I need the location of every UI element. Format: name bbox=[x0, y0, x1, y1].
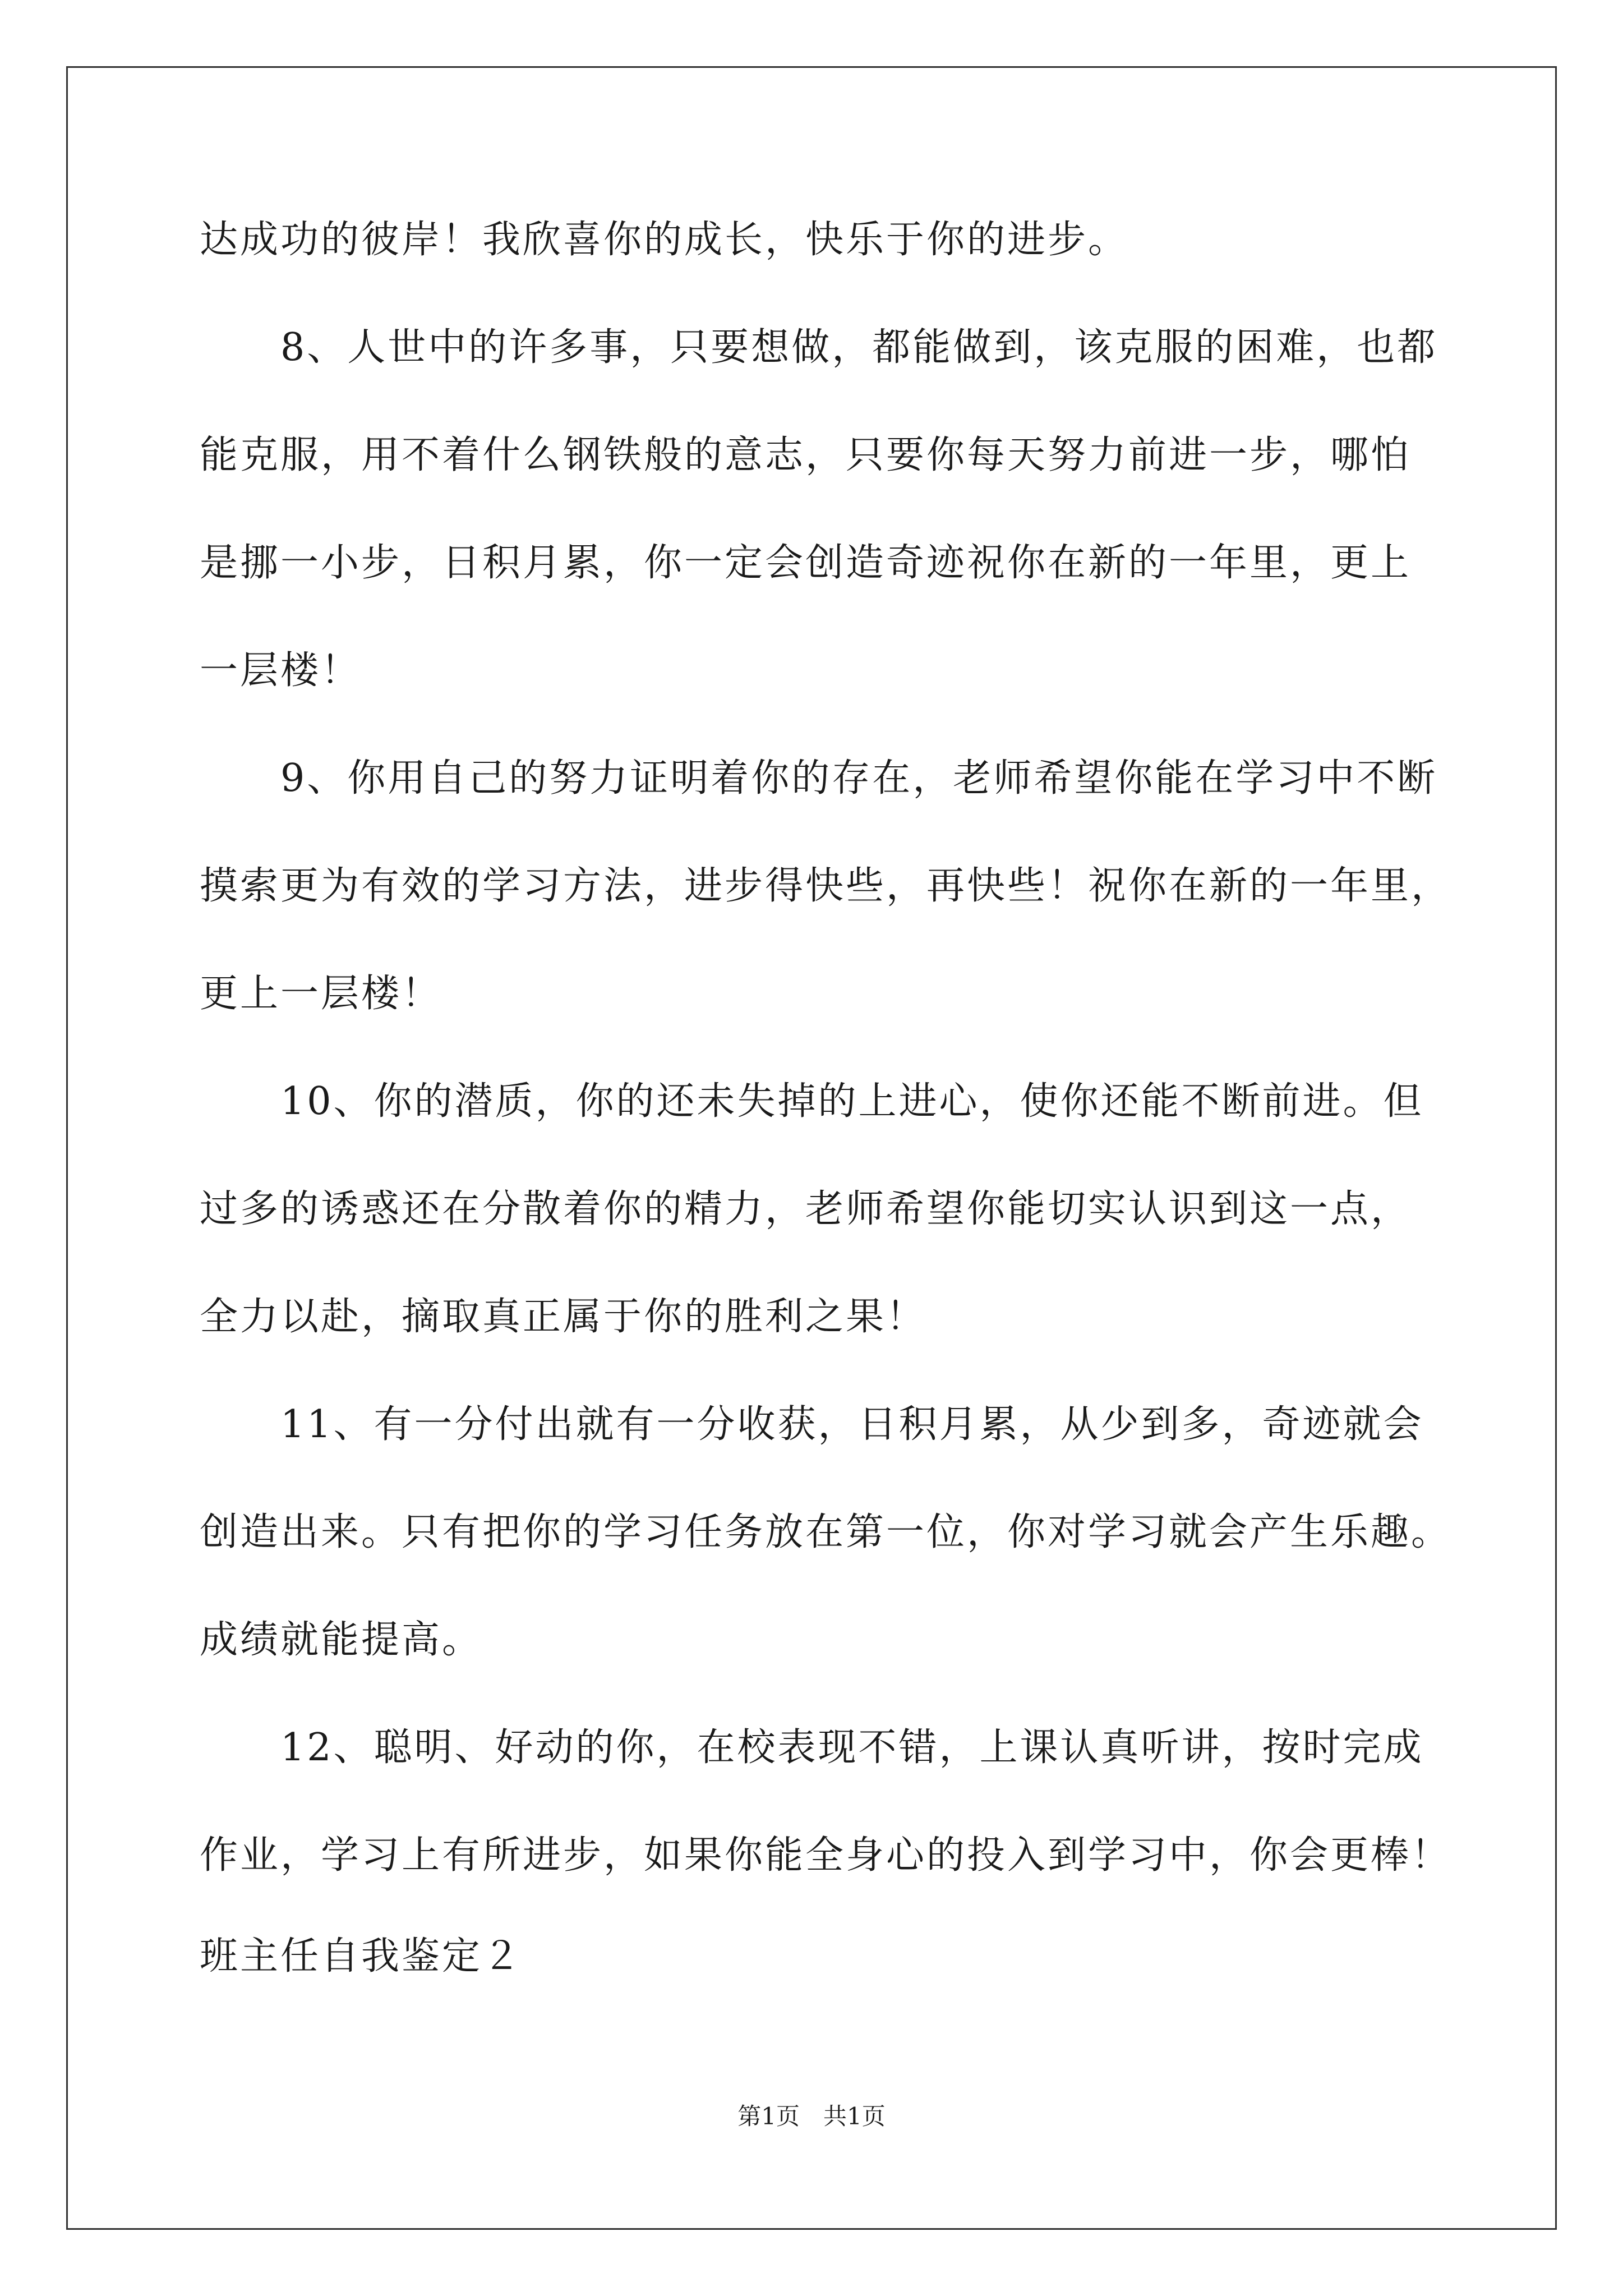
text-line: 作业，学习上有所进步，如果你能全身心的投入到学习中，你会更棒！ bbox=[200, 1833, 1452, 1878]
text-line: 能克服，用不着什么钢铁般的意志，只要你每天努力前进一步，哪怕 bbox=[200, 433, 1412, 477]
text-line: 创造出来。只有把你的学习任务放在第一位，你对学习就会产生乐趣。 bbox=[200, 1510, 1452, 1554]
page-number-footer: 第1页 共1页 bbox=[737, 2102, 886, 2130]
text-line: 过多的诱惑还在分散着你的精力，老师希望你能切实认识到这一点， bbox=[200, 1187, 1412, 1231]
section-heading: 班主任自我鉴定２ bbox=[200, 1934, 523, 1978]
text-line: 成绩就能提高。 bbox=[200, 1618, 483, 1662]
text-line: 11、有一分付出就有一分收获，日积月累，从少到多，奇迹就会 bbox=[200, 1402, 1424, 1447]
text-line: 摸索更为有效的学习方法，进步得快些，再快些！祝你在新的一年里， bbox=[200, 864, 1452, 908]
text-line: 达成功的彼岸！我欣喜你的成长，快乐于你的进步。 bbox=[200, 218, 1129, 262]
text-line: 更上一层楼！ bbox=[200, 972, 442, 1016]
text-line: 12、聪明、好动的你，在校表现不错，上课认真听讲，按时完成 bbox=[200, 1726, 1424, 1770]
text-line: 8、人世中的许多事，只要想做，都能做到，该克服的困难，也都 bbox=[200, 325, 1438, 370]
page-border bbox=[66, 66, 1557, 2230]
text-line: 9、你用自己的努力证明着你的存在，老师希望你能在学习中不断 bbox=[200, 756, 1438, 800]
text-line: 一层楼！ bbox=[200, 648, 362, 693]
text-line: 10、你的潜质，你的还未失掉的上进心，使你还能不断前进。但 bbox=[200, 1079, 1424, 1124]
text-line: 是挪一小步，日积月累，你一定会创造奇迹祝你在新的一年里，更上 bbox=[200, 541, 1412, 585]
text-line: 全力以赴，摘取真正属于你的胜利之果！ bbox=[200, 1295, 927, 1339]
